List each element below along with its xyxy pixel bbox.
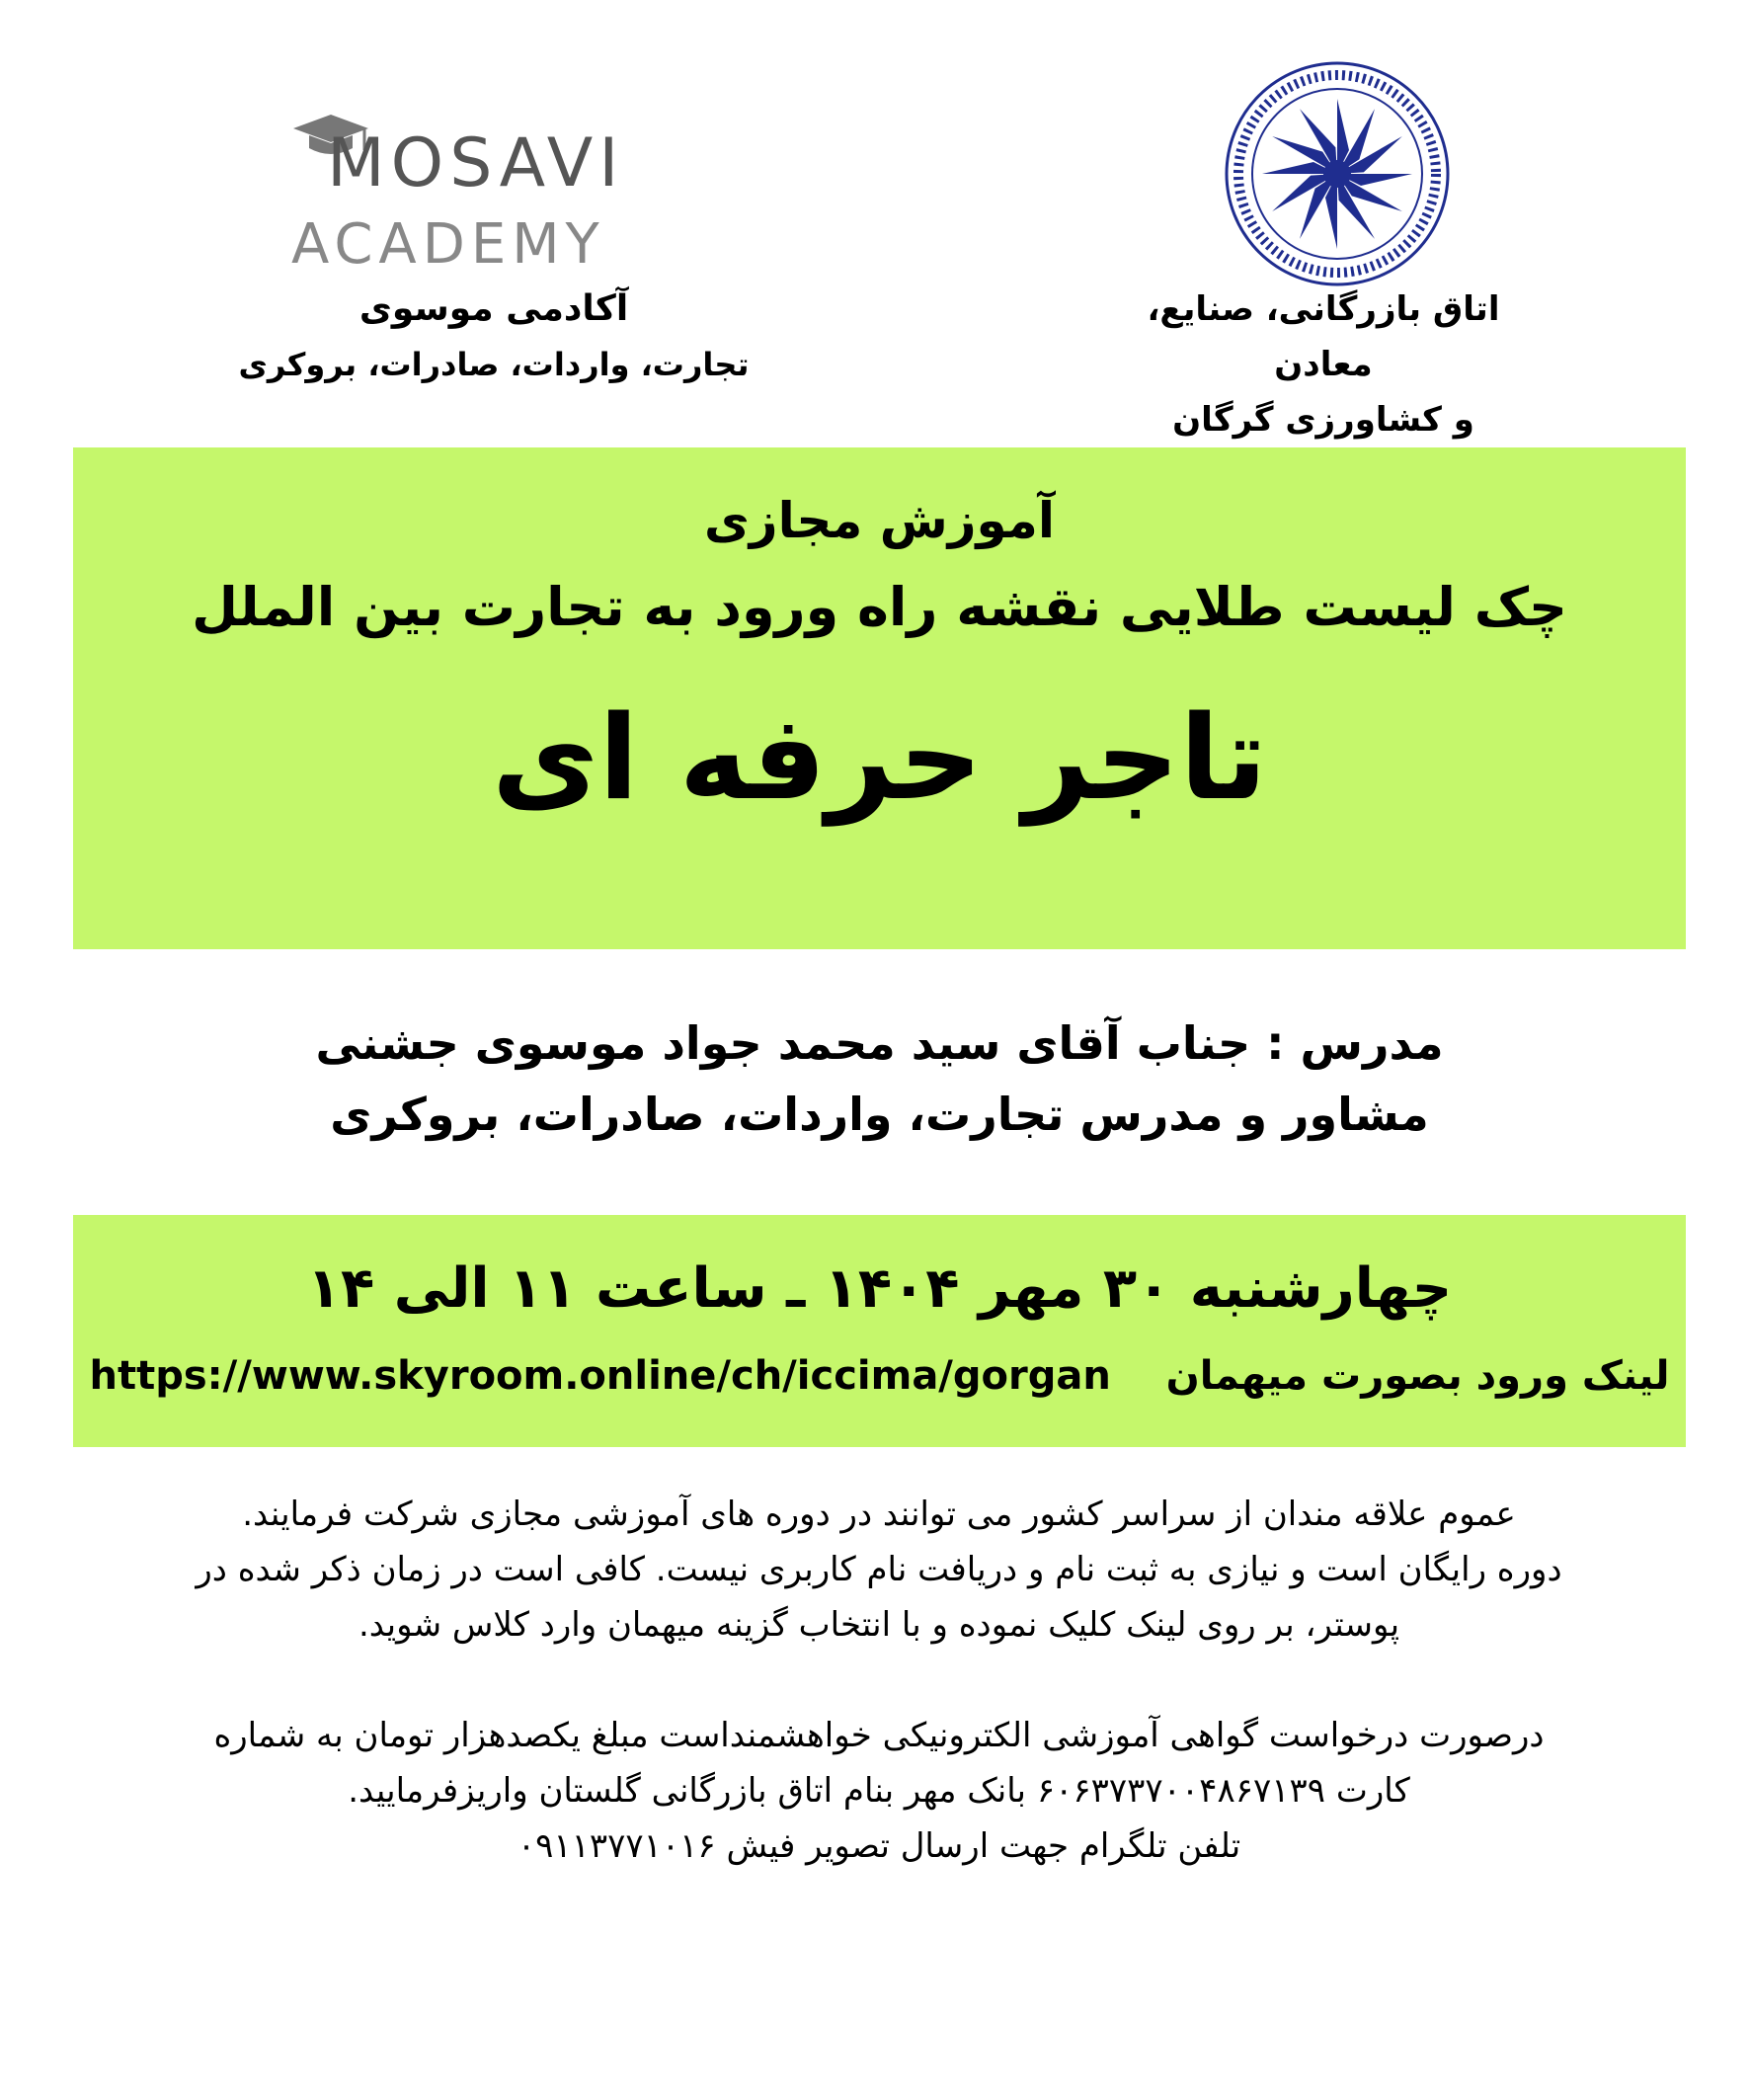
mosavi-caption-title: آکادمی موسوی (358, 288, 629, 329)
banner-heading: چک لیست طلایی نقشه راه ورود به تجارت بین الملل (192, 576, 1567, 638)
guest-link-url[interactable]: https://www.skyroom.online/ch/iccima/gorgan (89, 1353, 1111, 1399)
instructor-role: مشاور و مدرس تجارت، واردات، صادرات، بروکری (330, 1088, 1429, 1141)
main-banner (73, 447, 1686, 949)
chamber-seal-icon (1223, 59, 1452, 288)
instructor-info (73, 1008, 1686, 1150)
banner-subtitle: آموزش مجازی (703, 492, 1055, 549)
mosavi-logo-line1: MOSAVI (327, 124, 625, 202)
instructor-name: مدرس : جناب آقای سید محمد جواد موسوی جشنی (315, 1016, 1444, 1070)
mosavi-caption-subtitle: تجارت، واردات، صادرات، بروکری (238, 346, 750, 383)
guest-link-label: لینک ورود بصورت میهمان (1165, 1353, 1670, 1399)
mosavi-logo-line2: ACADEMY (291, 212, 605, 277)
body-text (128, 1487, 1630, 1874)
chamber-caption-line2: و کشاورزی گرگان (1172, 400, 1474, 440)
event-date: چهارشنبه ۳۰ مهر ۱۴۰۴ ـ ساعت ۱۱ الی ۱۴ (306, 1256, 1453, 1321)
banner-title: تاجر حرفه ای (491, 689, 1268, 826)
mosavi-academy-logo (291, 109, 657, 277)
chamber-caption (1096, 282, 1551, 447)
body-p2-line2: کارت ۶۰۶۳۷۳۷۰۰۴۸۶۷۱۳۹ بانک مهر بنام اتاق بازرگانی گلستان واریزفرمایید. (348, 1771, 1410, 1811)
chamber-caption-line1: اتاق بازرگانی، صنایع، معادن (1147, 289, 1500, 384)
date-banner (73, 1215, 1686, 1447)
body-p1-line2: دوره رایگان است و نیازی به ثبت نام و دریافت نام کاربری نیست. کافی است در زمان ذکر شده در (196, 1550, 1562, 1589)
body-p2-line1: درصورت درخواست گواهی آموزشی الکترونیکی خواهشمنداست مبلغ یکصدهزار تومان به شماره (213, 1716, 1545, 1755)
mosavi-caption (237, 282, 751, 392)
body-p1-line1: عموم علاقه مندان از سراسر کشور می توانند در دوره های آموزشی مجازی شرکت فرمایند. (242, 1494, 1516, 1534)
body-p2-line3: تلفن تلگرام جهت ارسال تصویر فیش ۰۹۱۱۳۷۷۱۰۱۶ (517, 1826, 1241, 1866)
body-p1-line3: پوستر، بر روی لینک کلیک نموده و با انتخاب گزینه میهمان وارد کلاس شوید. (358, 1605, 1400, 1645)
guest-link-row (73, 1353, 1686, 1399)
